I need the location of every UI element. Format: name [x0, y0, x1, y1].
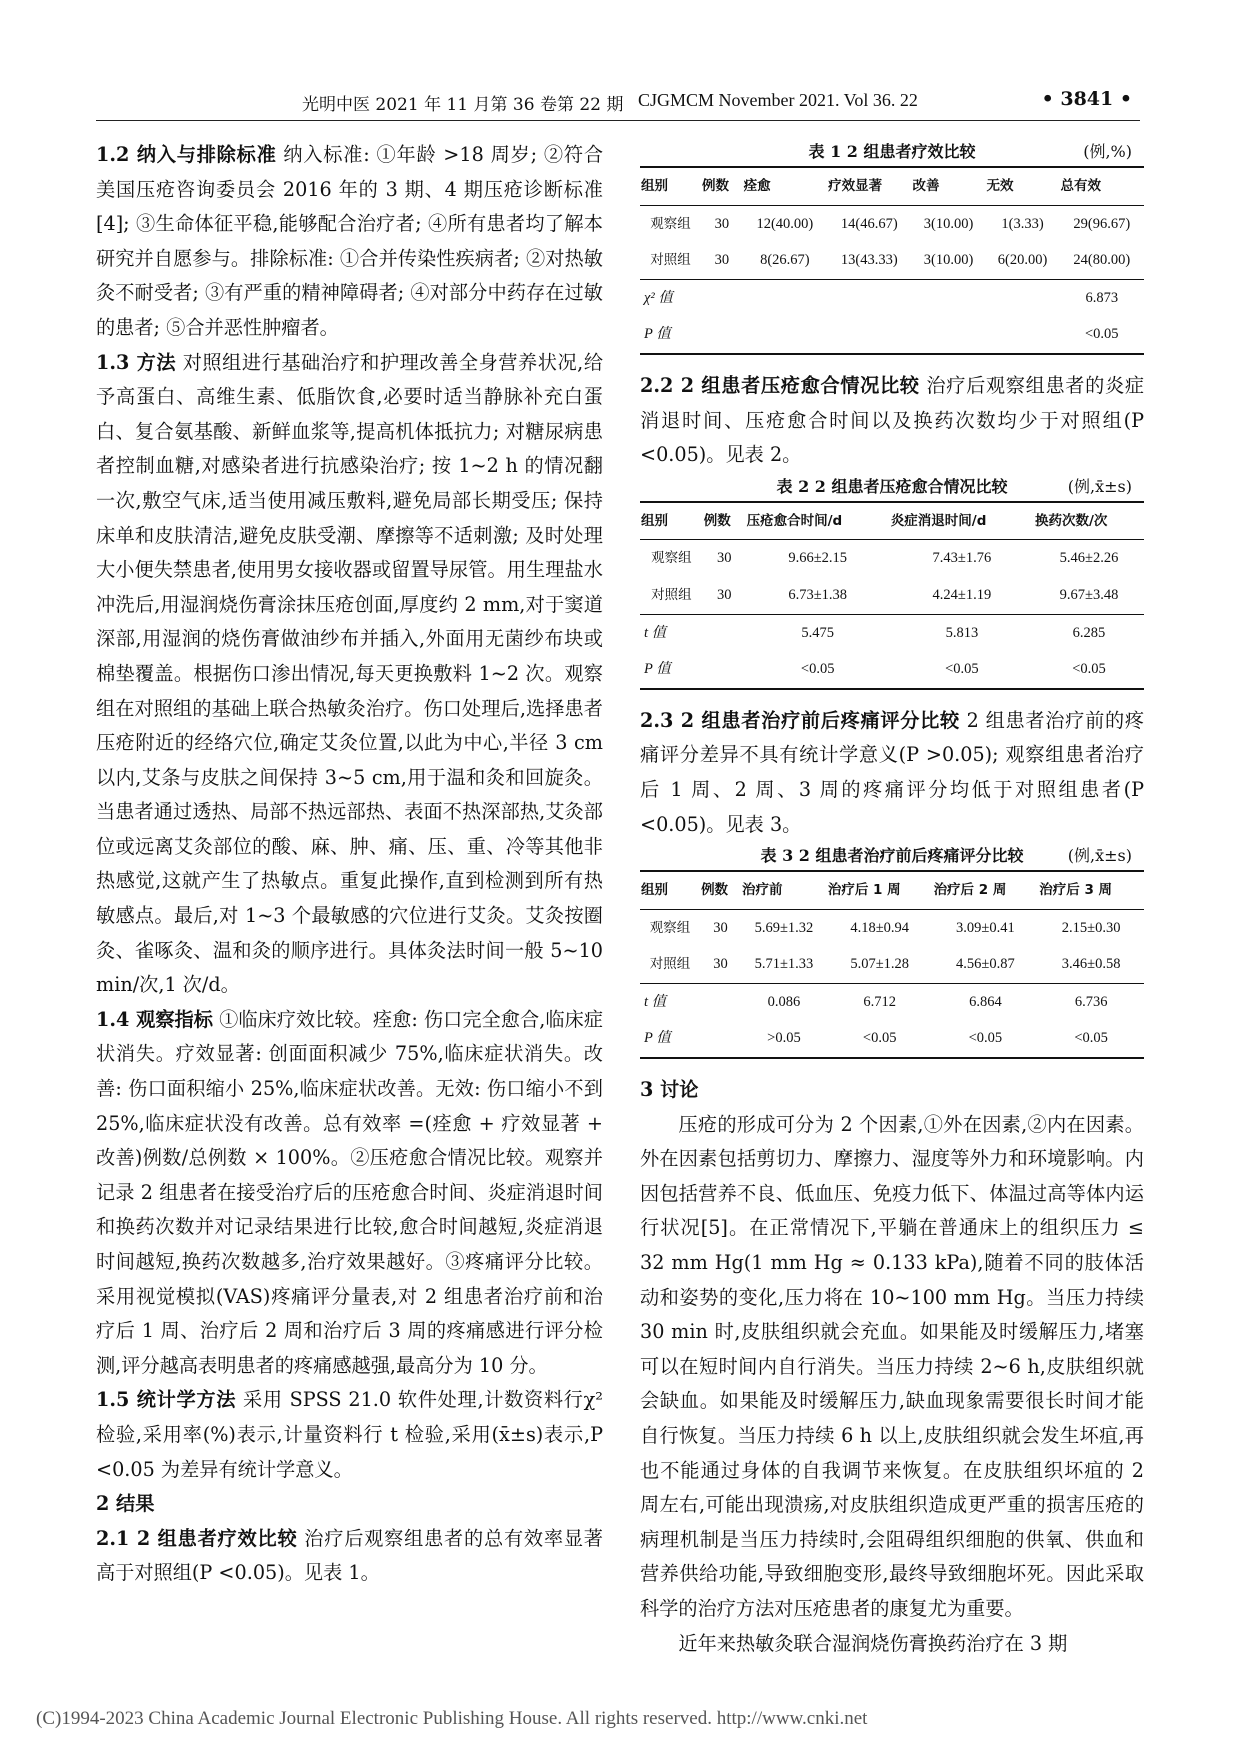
section-2-1: 2.1 2 组患者疗效比较 治疗后观察组患者的总有效率显著高于对照组(P <0.05)。见表 1。	[96, 1526, 603, 1585]
table-stat-row: P 值 >0.05 <0.05 <0.05 <0.05	[640, 1020, 1144, 1058]
table-header: 组别	[640, 167, 701, 205]
table-stat-row: P 值 <0.05	[640, 316, 1144, 354]
journal-title-cn: 光明中医 2021 年 11 月第 36 卷第 22 期	[302, 95, 624, 115]
table-header: 压疮愈合时间/d	[746, 502, 890, 540]
table-stat-row: χ² 值 6.873	[640, 279, 1144, 316]
table-1	[640, 166, 1144, 355]
section-1-5: 1.5 统计学方法 采用 SPSS 21.0 软件处理,计数资料行χ² 检验,采用率(%)表示,计量资料行 t 检验,采用(x̄±s)表示,P <0.05 为差异有统计学意义。	[96, 1388, 604, 1481]
discussion-paragraph: 近年来热敏灸联合湿润烧伤膏换药治疗在 3 期	[678, 1631, 1068, 1655]
section-1-3: 1.3 方法 对照组进行基础治疗和护理改善全身营养状况,给予高蛋白、高维生素、低脂饮食,必要时适当静脉补充白蛋白、复合氨基酸、新鲜血浆等,提高机体抵抗力; 对糖尿病患者控制血糖,对感染者进行抗感染治疗; 按 1~2 h 的情况翻一次,敷空气床,适当使用减压敷料,避免局部长期受压; 保持床单和皮肤清洁,避免皮肤受潮、摩擦等不适刺激; 及时处理大小便失禁患者,使用男女接收器或留置导尿管。用生理盐水冲洗后,用湿润烧伤膏涂抹压疮创面,厚度约 2 mm,对于窦道深部,用湿润的烧伤膏做油纱布并插入,外面用无菌纱布块或棉垫覆盖。根据伤口渗出情况,每天更换敷料 1~2 次。观察组在对照组的基础上联合热敏灸治疗。伤口处理后,选择患者压疮附近的经络穴位,确定艾灸位置,以此为中心,半径 3 cm 以内,艾条与皮肤之间保持 3~5 cm,用于温和灸和回旋灸。当患者通过透热、局部不热远部热、表面不热深部热,艾灸部位或远离艾灸部位的酸、麻、肿、痛、压、重、冷等其他非热感觉,这就产生了热敏点。重复此操作,直到检测到所有热敏感点。最后,对 1~3 个最敏感的穴位进行艾灸。艾灸按圈灸、雀啄灸、温和灸的顺序进行。具体灸法时间一般 5~10 min/次,1 次/d。	[96, 350, 604, 997]
right-column	[640, 138, 1144, 1661]
section-2-3: 2.3 2 组患者治疗前后疼痛评分比较 2 组患者治疗前的疼痛评分差异不具有统计学意义(P >0.05); 观察组患者治疗后 1 周、2 周、3 周的疼痛评分均低于对照组患者(P <0.05)。见表 3。	[640, 708, 1145, 836]
table-row: 对照组 30 8(26.67) 13(43.33) 3(10.00) 6(20.00) 24(80.00)	[650, 252, 1131, 269]
page-number: • 3841 •	[1041, 88, 1132, 110]
table-header: 例数	[703, 502, 746, 540]
table-row: 观察组 30 12(40.00) 14(46.67) 3(10.00) 1(3.33) 29(96.67)	[650, 215, 1131, 232]
table-header: 例数	[701, 167, 743, 205]
section-2: 2 结果	[96, 1492, 155, 1516]
table-2	[640, 501, 1144, 690]
table-header: 无效	[986, 167, 1060, 205]
section-2-2: 2.2 2 组患者压疮愈合情况比较 治疗后观察组患者的炎症消退时间、压疮愈合时间以及换药次数均少于对照组(P <0.05)。见表 2。	[640, 373, 1145, 467]
discussion-paragraph: 压疮的形成可分为 2 个因素,①外在因素,②内在因素。外在因素包括剪切力、摩擦力、湿度等外力和环境影响。内因包括营养不良、低血压、免疫力低下、体温过高等体内运行状况[5]。在正常情况下,平躺在普通床上的组织压力 ≤ 32 mm Hg(1 mm Hg ≈ 0.133 kPa),随着不同的肢体活动和姿势的变化,压力将在 10~100 mm Hg。当压力持续 30 min 时,皮肤组织就会充血。如果能及时缓解压力,堵塞可以在短时间内自行消失。当压力持续 2~6 h,皮肤组织就会缺血。如果能及时缓解压力,缺血现象需要很长时间才能自行恢复。当压力持续 6 h 以上,皮肤组织就会发生坏疽,再也不能通过身体的自我调节来恢复。在皮肤组织坏疽的 2 周左右,可能出现溃疡,对皮肤组织造成更严重的损害压疮的病理机制是当压力持续时,会阻碍组织细胞的供氧、供血和营养供给功能,导致细胞变形,最终导致细胞坏死。因此采取科学的治疗方法对压疮患者的康复尤为重要。	[640, 1112, 1144, 1620]
section-1-2: 1.2 纳入与排除标准 纳入标准: ①年龄 >18 周岁; ②符合美国压疮咨询委员会 2016 年的 3 期、4 期压疮诊断标准[4]; ③生命体征平稳,能够配合治疗者; ④所有患者均了解本研究并自愿参与。排除标准: ①合并传染性疾病者; ②对热敏灸不耐受者; ③有严重的精神障碍者; ④对部分中药存在过敏的患者; ⑤合并恶性肿瘤者。	[96, 143, 603, 339]
table3-title: 表 3 2 组患者治疗前后疼痛评分比较 (例,x̄±s)	[760, 846, 1132, 866]
table-header: 例数	[700, 871, 741, 909]
table-header: 治疗后 3 周	[1038, 871, 1144, 909]
section-1-4: 1.4 观察指标 ①临床疗效比较。痊愈: 伤口完全愈合,临床症状消失。疗效显著: 创面面积减少 75%,临床症状消失。改善: 伤口面积缩小 25%,临床症状改善。无效: 伤口缩小不到 25%,临床症状没有改善。总有效率 =(痊愈 + 疗效显著 + 改善)例数/总例数 × 100%。②压疮愈合情况比较。观察并记录 2 组患者在接受治疗后的压疮愈合时间、炎症消退时间和换药次数并对记录结果进行比较,愈合时间越短,炎症消退时间越短,换药次数越多,治疗效果越好。③疼痛评分比较。采用视觉模拟(VAS)疼痛评分量表,对 2 组患者治疗前和治疗后 1 周、治疗后 2 周和治疗后 3 周的疼痛感进行评分检测,评分越高表明患者的疼痛感越强,最高分为 10 分。	[96, 1007, 604, 1377]
journal-title-en: CJGMCM November 2021. Vol 36. 22	[638, 90, 918, 110]
table-header: 组别	[640, 871, 700, 909]
table-header: 治疗后 2 周	[933, 871, 1039, 909]
left-column	[96, 138, 603, 1591]
table1-title: 表 1 2 组患者疗效比较 (例,%)	[808, 142, 1132, 161]
table-stat-row: t 值 0.086 6.712 6.864 6.736	[640, 983, 1144, 1020]
table-header: 炎症消退时间/d	[890, 502, 1034, 540]
table-header: 总有效	[1060, 167, 1144, 205]
table-stat-row: P 值 <0.05 <0.05 <0.05	[640, 651, 1144, 689]
table-header: 治疗后 1 周	[827, 871, 933, 909]
table2-title: 表 2 2 组患者压疮愈合情况比较 (例,x̄±s)	[776, 476, 1132, 496]
section-3-heading: 3 讨论	[640, 1078, 699, 1102]
table-header: 组别	[640, 502, 703, 540]
table-header: 改善	[912, 167, 986, 205]
table-header: 治疗前	[741, 871, 827, 909]
table-row: 对照组 30 5.71±1.33 5.07±1.28 4.56±0.87 3.46±0.58	[649, 956, 1121, 973]
table-3	[640, 870, 1144, 1059]
table-row: 观察组 30 5.69±1.32 4.18±0.94 3.09±0.41 2.15±0.30	[649, 919, 1121, 936]
table-row: 观察组 30 9.66±2.15 7.43±1.76 5.46±2.26	[651, 550, 1119, 567]
table-stat-row: t 值 5.475 5.813 6.285	[640, 614, 1144, 651]
page-header	[96, 86, 1140, 121]
copyright-footer: (C)1994-2023 China Academic Journal Electronic Publishing House. All rights reserved. http://www.cnki.net	[36, 1708, 868, 1729]
table-header: 痊愈	[743, 167, 827, 205]
table-header: 疗效显著	[827, 167, 911, 205]
table-row: 对照组 30 6.73±1.38 4.24±1.19 9.67±3.48	[651, 586, 1119, 603]
table-header: 换药次数/次	[1034, 502, 1144, 540]
